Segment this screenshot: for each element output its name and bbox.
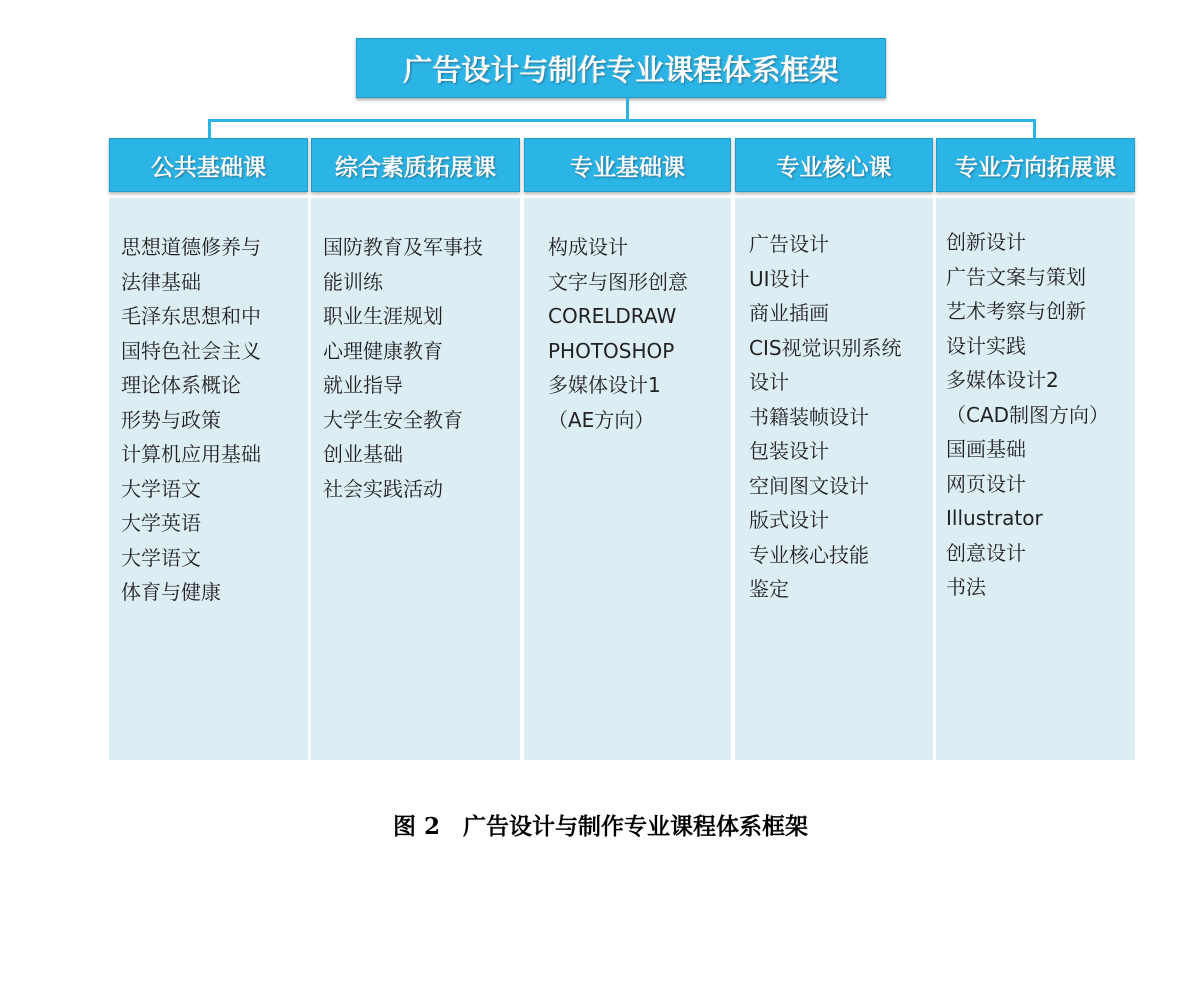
course-item: UI设计 — [749, 266, 810, 291]
course-item: 多媒体设计2 — [946, 368, 1059, 392]
course-item: 能训练 — [323, 269, 383, 294]
course-item: 思想道德修养与 — [121, 235, 261, 259]
course-item: 专业核心技能 — [749, 542, 869, 567]
course-item: 包装设计 — [749, 439, 829, 463]
course-item: 法律基础 — [121, 269, 201, 294]
course-item: 书法 — [946, 575, 986, 599]
course-item: 空间图文设计 — [749, 473, 869, 498]
column-panel-1 — [109, 198, 308, 760]
course-item: 毛泽东思想和中 — [121, 304, 261, 328]
course-item: 大学语文 — [121, 545, 201, 570]
course-item: CORELDRAW — [548, 304, 677, 328]
course-list — [946, 225, 1109, 605]
course-item: 商业插画 — [749, 301, 829, 325]
course-item: 大学语文 — [121, 476, 201, 501]
connector-drop-col1 — [208, 119, 211, 139]
course-item: 理论体系概论 — [121, 373, 241, 397]
course-item: 鉴定 — [749, 577, 789, 601]
course-item: 设计 — [749, 370, 789, 394]
course-item: （CAD制图方向） — [946, 402, 1110, 427]
course-item: 多媒体设计1 — [548, 373, 661, 397]
course-item: 计算机应用基础 — [121, 442, 261, 466]
course-item: 创新设计 — [946, 230, 1026, 254]
course-item: Illustrator — [946, 506, 1043, 530]
course-item: 文字与图形创意 — [548, 269, 688, 294]
course-item: 社会实践活动 — [323, 476, 443, 501]
course-list — [323, 230, 483, 506]
course-list — [749, 227, 902, 607]
connector-drop-col5 — [1033, 119, 1036, 139]
course-item: PHOTOSHOP — [548, 338, 675, 363]
column-header-label: 专业基础课 — [570, 154, 685, 181]
course-item: 设计实践 — [946, 333, 1026, 358]
column-header-3 — [524, 138, 731, 192]
column-header-5 — [936, 138, 1135, 192]
course-item: CIS视觉识别系统 — [749, 335, 902, 360]
diagram-title-box — [356, 38, 886, 98]
course-item: 国特色社会主义 — [121, 338, 261, 363]
column-header-label: 综合素质拓展课 — [335, 154, 496, 181]
diagram-title: 广告设计与制作专业课程体系框架 — [403, 52, 839, 87]
column-header-label: 专业方向拓展课 — [955, 154, 1116, 181]
course-item: 广告文案与策划 — [946, 264, 1086, 289]
course-item: 广告设计 — [749, 232, 829, 256]
column-panel-4 — [735, 198, 933, 760]
column-panel-5 — [936, 198, 1135, 760]
figure-caption: 图 2 广告设计与制作专业课程体系框架 — [392, 813, 808, 840]
column-header-1 — [109, 138, 308, 192]
course-item: 就业指导 — [323, 373, 403, 397]
course-item: 创业基础 — [323, 442, 403, 466]
course-item: 书籍装帧设计 — [749, 404, 869, 429]
course-item: 体育与健康 — [121, 580, 221, 604]
connector-vertical-main — [626, 98, 629, 121]
course-item: 版式设计 — [749, 508, 829, 532]
course-item: 心理健康教育 — [323, 338, 443, 363]
course-item: 大学生安全教育 — [323, 407, 463, 432]
column-panel-3 — [524, 198, 731, 760]
course-item: 大学英语 — [121, 511, 201, 535]
column-panel-2 — [311, 198, 520, 760]
column-header-4 — [735, 138, 933, 192]
column-header-label: 专业核心课 — [776, 154, 892, 181]
course-item: 网页设计 — [946, 471, 1026, 496]
course-item: 艺术考察与创新 — [946, 299, 1086, 323]
connector-horizontal — [208, 119, 1036, 122]
column-header-label: 公共基础课 — [151, 154, 266, 181]
course-list — [121, 230, 261, 610]
course-item: 国画基础 — [946, 437, 1026, 461]
course-item: （AE方向） — [548, 407, 655, 432]
course-item: 构成设计 — [548, 235, 628, 259]
column-header-2 — [311, 138, 520, 192]
course-item: 创意设计 — [946, 540, 1026, 565]
course-item: 国防教育及军事技 — [323, 235, 483, 259]
course-item: 职业生涯规划 — [323, 304, 443, 328]
course-list — [548, 230, 688, 437]
course-item: 形势与政策 — [121, 407, 221, 432]
